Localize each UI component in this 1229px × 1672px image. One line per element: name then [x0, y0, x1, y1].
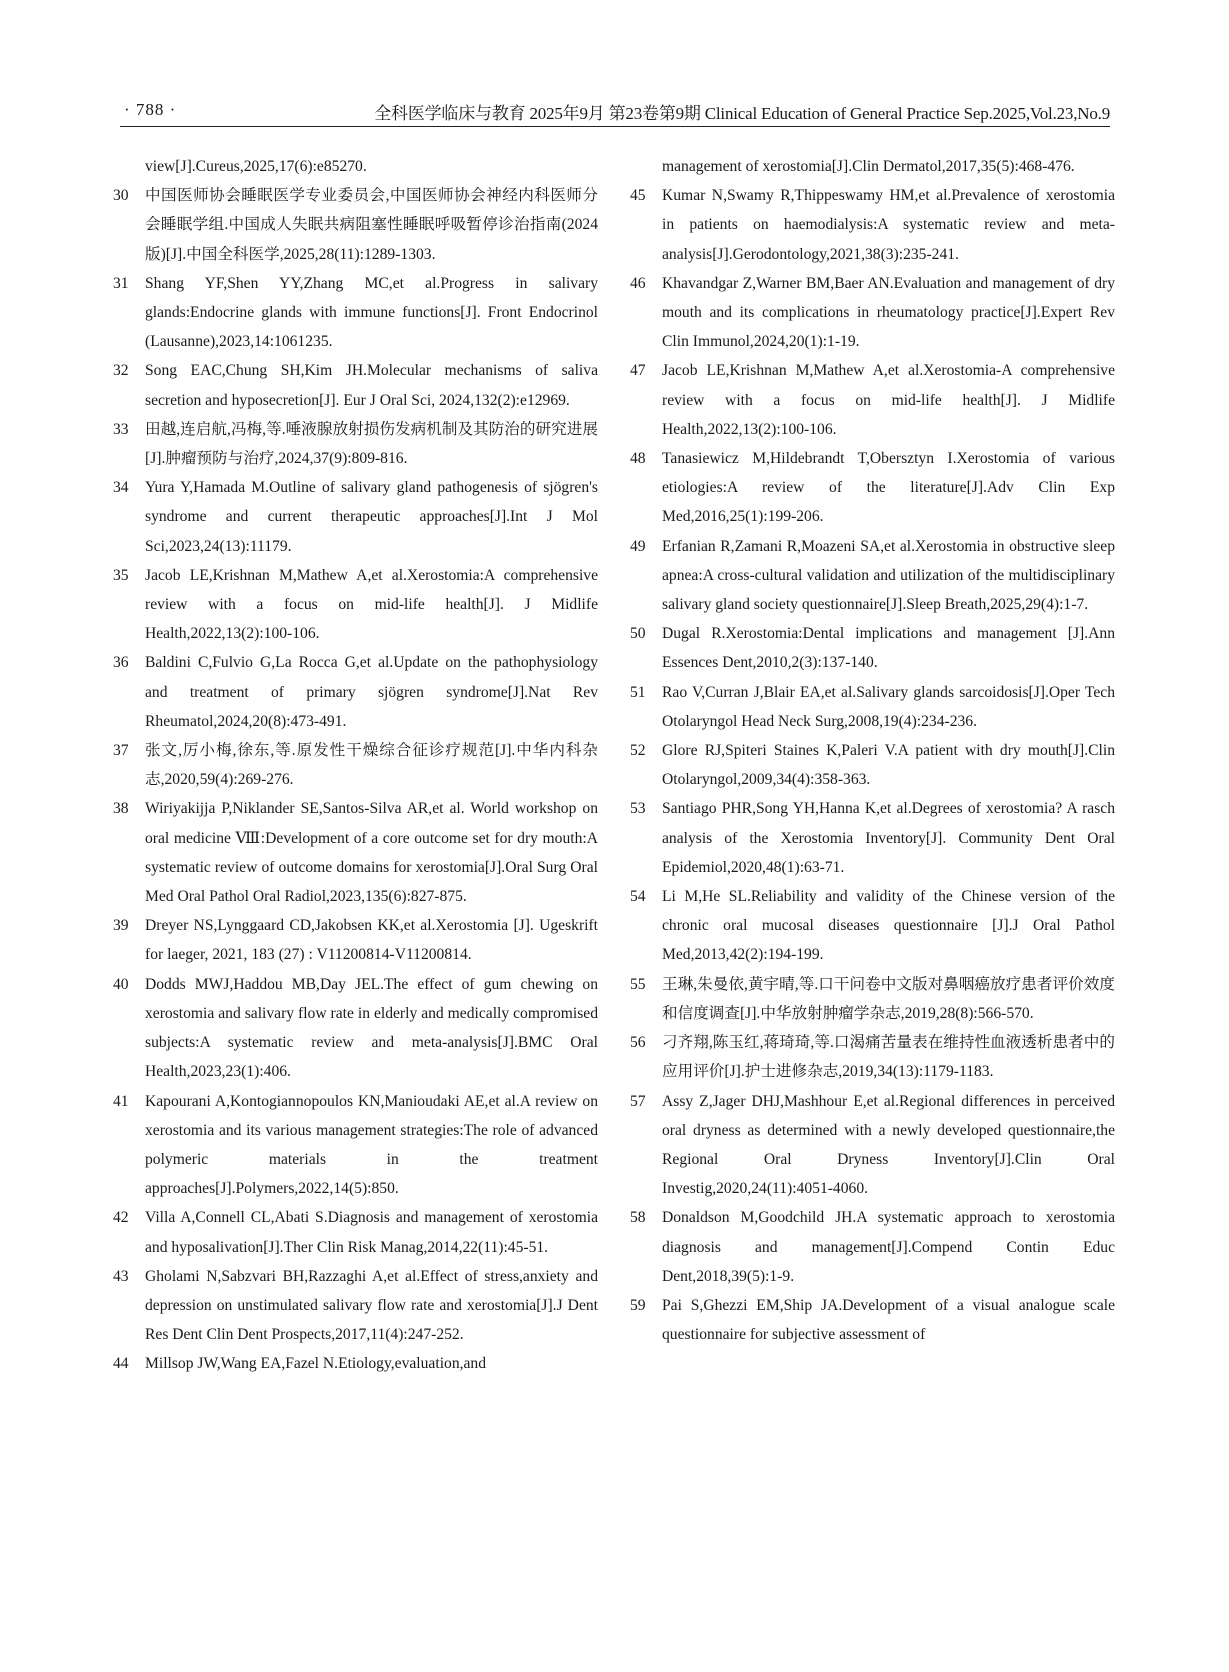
reference-item: [113, 181, 598, 269]
reference-number: 39: [113, 917, 129, 935]
reference-number: 45: [630, 187, 646, 205]
reference-number: 34: [113, 479, 129, 497]
reference-continuation: management of xerostomia[J].Clin Dermatol,2017,35(5):468-476.: [662, 158, 1075, 175]
right-column: [630, 152, 1115, 1349]
reference-number: 47: [630, 362, 646, 380]
reference-text: 田越,连启航,冯梅,等.唾液腺放射损伤发病机制及其防治的研究进展[J].肿瘤预防与治疗,2024,37(9):809-816.: [145, 420, 598, 468]
reference-number: 32: [113, 362, 129, 380]
reference-item: [630, 356, 1115, 444]
reference-item: [630, 794, 1115, 882]
reference-item: [630, 1087, 1115, 1204]
reference-number: 50: [630, 625, 646, 643]
reference-text: 刁齐翔,陈玉红,蒋琦琦,等.口渴痛苦量表在维持性血液透析患者中的应用评价[J].护士进修杂志,2019,34(13):1179-1183.: [662, 1034, 1115, 1081]
reference-number: 40: [113, 975, 129, 993]
reference-number: 48: [630, 450, 646, 468]
reference-text: Kapourani A,Kontogiannopoulos KN,Manioudaki AE,et al.A review on xerostomia and its various management strategies:The role of advanced polymeric materials in the treatment approaches[J].Polymers,2022,14(5):850.: [145, 1092, 598, 1198]
reference-item: [630, 736, 1115, 794]
reference-text: Dodds MWJ,Haddou MB,Day JEL.The effect of gum chewing on xerostomia and salivary flow rate in elderly and medically compromised subjects:A systematic review and meta-analysis[J].BMC Oral Health,2023,23(1):406.: [145, 975, 598, 1081]
reference-text: Jacob LE,Krishnan M,Mathew A,et al.Xerostomia-A comprehensive review with a focus on mid-life health[J]. J Midlife Health,2022,13(2):100-106.: [662, 362, 1115, 438]
reference-continuation: view[J].Cureus,2025,17(6):e85270.: [145, 158, 367, 175]
reference-text: Tanasiewicz M,Hildebrandt T,Obersztyn I.Xerostomia of various etiologies:A review of the literature[J].Adv Clin Exp Med,2016,25(1):199-206.: [662, 450, 1115, 526]
reference-text: 张文,厉小梅,徐东,等.原发性干燥综合征诊疗规范[J].中华内科杂志,2020,59(4):269-276.: [145, 742, 598, 789]
reference-text: Assy Z,Jager DHJ,Mashhour E,et al.Regional differences in perceived oral dryness as determined with a newly developed questionnaire,the Regional Oral Dryness Inventory[J].Clin Oral Investig,2020,24(11):4051-4060.: [662, 1092, 1115, 1198]
reference-list-right: [630, 181, 1115, 1349]
reference-number: 37: [113, 742, 129, 760]
reference-number: 44: [113, 1355, 129, 1373]
reference-item: [630, 1291, 1115, 1349]
left-column: [113, 152, 598, 1379]
reference-number: 54: [630, 888, 646, 906]
reference-text: Santiago PHR,Song YH,Hanna K,et al.Degrees of xerostomia? A rasch analysis of the Xerostomia Inventory[J]. Community Dent Oral Epidemiol,2020,48(1):63-71.: [662, 800, 1115, 876]
reference-text: Dugal R.Xerostomia:Dental implications and management [J].Ann Essences Dent,2010,2(3):137-140.: [662, 625, 1115, 672]
reference-text: 中国医师协会睡眠医学专业委员会,中国医师协会神经内科医师分会睡眠学组.中国成人失眠共病阻塞性睡眠呼吸暂停诊治指南(2024版)[J].中国全科医学,2025,28(11):1289-1303.: [145, 187, 598, 263]
reference-item: [113, 561, 598, 649]
reference-text: Yura Y,Hamada M.Outline of salivary gland pathogenesis of sjögren's syndrome and current therapeutic approaches[J].Int J Mol Sci,2023,24(13):11179.: [145, 479, 598, 555]
reference-number: 35: [113, 566, 129, 584]
reference-item: [630, 181, 1115, 269]
reference-number: 56: [630, 1034, 646, 1052]
reference-number: 30: [113, 187, 129, 205]
reference-item: [630, 619, 1115, 677]
journal-info: 全科医学临床与教育 2025年9月 第23卷第9期 Clinical Education of General Practice Sep.2025,Vol.23,No.9: [374, 104, 1110, 123]
reference-number: 55: [630, 975, 646, 993]
reference-number: 53: [630, 800, 646, 818]
reference-text: Pai S,Ghezzi EM,Ship JA.Development of a visual analogue scale questionnaire for subjective assessment of: [662, 1296, 1115, 1344]
reference-text: Millsop JW,Wang EA,Fazel N.Etiology,evaluation,and: [145, 1355, 487, 1373]
reference-item: [630, 269, 1115, 357]
reference-number: 41: [113, 1092, 129, 1110]
reference-item: [630, 678, 1115, 736]
reference-item: [113, 794, 598, 911]
reference-text: Song EAC,Chung SH,Kim JH.Molecular mechanisms of saliva secretion and hyposecretion[J]. Eur J Oral Sci, 2024,132(2):e12969.: [145, 362, 598, 409]
reference-item: [113, 911, 598, 969]
reference-number: 57: [630, 1092, 646, 1110]
reference-text: Villa A,Connell CL,Abati S.Diagnosis and management of xerostomia and hyposalivation[J].Ther Clin Risk Manag,2014,22(11):45-51.: [145, 1209, 598, 1256]
reference-item: [113, 736, 598, 794]
reference-number: 36: [113, 654, 129, 672]
reference-text: Shang YF,Shen YY,Zhang MC,et al.Progress in salivary glands:Endocrine glands with immune functions[J]. Front Endocrinol (Lausanne),2023,14:1061235.: [145, 274, 598, 351]
reference-text: Kumar N,Swamy R,Thippeswamy HM,et al.Prevalence of xerostomia in patients on haemodialysis:A systematic review and meta-analysis[J].Gerodontology,2021,38(3):235-241.: [662, 187, 1115, 263]
reference-text: Baldini C,Fulvio G,La Rocca G,et al.Update on the pathophysiology and treatment of primary sjögren syndrome[J].Nat Rev Rheumatol,2024,20(8):473-491.: [145, 654, 598, 730]
reference-number: 33: [113, 420, 129, 438]
reference-item: [630, 1028, 1115, 1086]
reference-text: Dreyer NS,Lynggaard CD,Jakobsen KK,et al.Xerostomia [J]. Ugeskrift for laeger, 2021, 183 (27) : V11200814-V11200814.: [145, 917, 598, 964]
reference-number: 42: [113, 1209, 129, 1227]
reference-item: [113, 269, 598, 357]
reference-text: Donaldson M,Goodchild JH.A systematic approach to xerostomia diagnosis and management[J].Compend Contin Educ Dent,2018,39(5):1-9.: [662, 1209, 1115, 1285]
reference-item: [630, 1203, 1115, 1291]
page-number: · 788 ·: [124, 100, 177, 119]
reference-text: Jacob LE,Krishnan M,Mathew A,et al.Xerostomia:A comprehensive review with a focus on mid-life health[J]. J Midlife Health,2022,13(2):100-106.: [145, 566, 598, 643]
reference-item: [113, 356, 598, 414]
reference-item: [113, 415, 598, 473]
reference-text: Wiriyakijja P,Niklander SE,Santos-Silva AR,et al. World workshop on oral medicine Ⅷ:Development of a core outcome set for dry mouth:A systematic review of outcome domains for xerostomia[J].Oral Surg Oral Med Oral Pathol Oral Radiol,2023,135(6):827-875.: [145, 800, 598, 906]
reference-item: [113, 1203, 598, 1261]
reference-list-left: [113, 181, 598, 1378]
reference-item: [630, 970, 1115, 1028]
reference-number: 31: [113, 274, 129, 292]
reference-text: Gholami N,Sabzvari BH,Razzaghi A,et al.Effect of stress,anxiety and depression on unstimulated salivary flow rate and xerostomia[J].J Dent Res Dent Clin Dent Prospects,2017,11(4):247-252.: [145, 1267, 598, 1344]
reference-item: [113, 473, 598, 561]
reference-item: [113, 1262, 598, 1350]
reference-item: [630, 444, 1115, 532]
reference-number: 58: [630, 1209, 646, 1227]
reference-text: Li M,He SL.Reliability and validity of the Chinese version of the chronic oral mucosal diseases questionnaire [J].J Oral Pathol Med,2013,42(2):194-199.: [662, 888, 1115, 964]
reference-text: Glore RJ,Spiteri Staines K,Paleri V.A patient with dry mouth[J].Clin Otolaryngol,2009,34(4):358-363.: [662, 742, 1115, 789]
reference-item: [113, 1087, 598, 1204]
reference-text: Khavandgar Z,Warner BM,Baer AN.Evaluation and management of dry mouth and its complications in rheumatology practice[J].Expert Rev Clin Immunol,2024,20(1):1-19.: [662, 274, 1115, 351]
reference-item: [630, 532, 1115, 620]
reference-number: 46: [630, 274, 646, 292]
running-header: [120, 96, 1110, 127]
reference-item: [113, 648, 598, 736]
reference-number: 43: [113, 1267, 129, 1285]
reference-item: [630, 882, 1115, 970]
reference-number: 49: [630, 537, 646, 555]
reference-number: 59: [630, 1296, 646, 1314]
reference-text: Erfanian R,Zamani R,Moazeni SA,et al.Xerostomia in obstructive sleep apnea:A cross-cultural validation and utilization of the multidisciplinary salivary gland society questionnaire[J].Sleep Breath,2025,29(4):1-7.: [662, 537, 1115, 614]
reference-number: 51: [630, 683, 646, 701]
reference-text: 王琳,朱曼依,黄宇晴,等.口干问卷中文版对鼻咽癌放疗患者评价效度和信度调查[J].中华放射肿瘤学杂志,2019,28(8):566-570.: [662, 975, 1115, 1022]
reference-item: [113, 1349, 598, 1378]
reference-number: 52: [630, 742, 646, 760]
reference-number: 38: [113, 800, 129, 818]
reference-item: [113, 970, 598, 1087]
reference-text: Rao V,Curran J,Blair EA,et al.Salivary glands sarcoidosis[J].Oper Tech Otolaryngol Head Neck Surg,2008,19(4):234-236.: [662, 683, 1115, 730]
